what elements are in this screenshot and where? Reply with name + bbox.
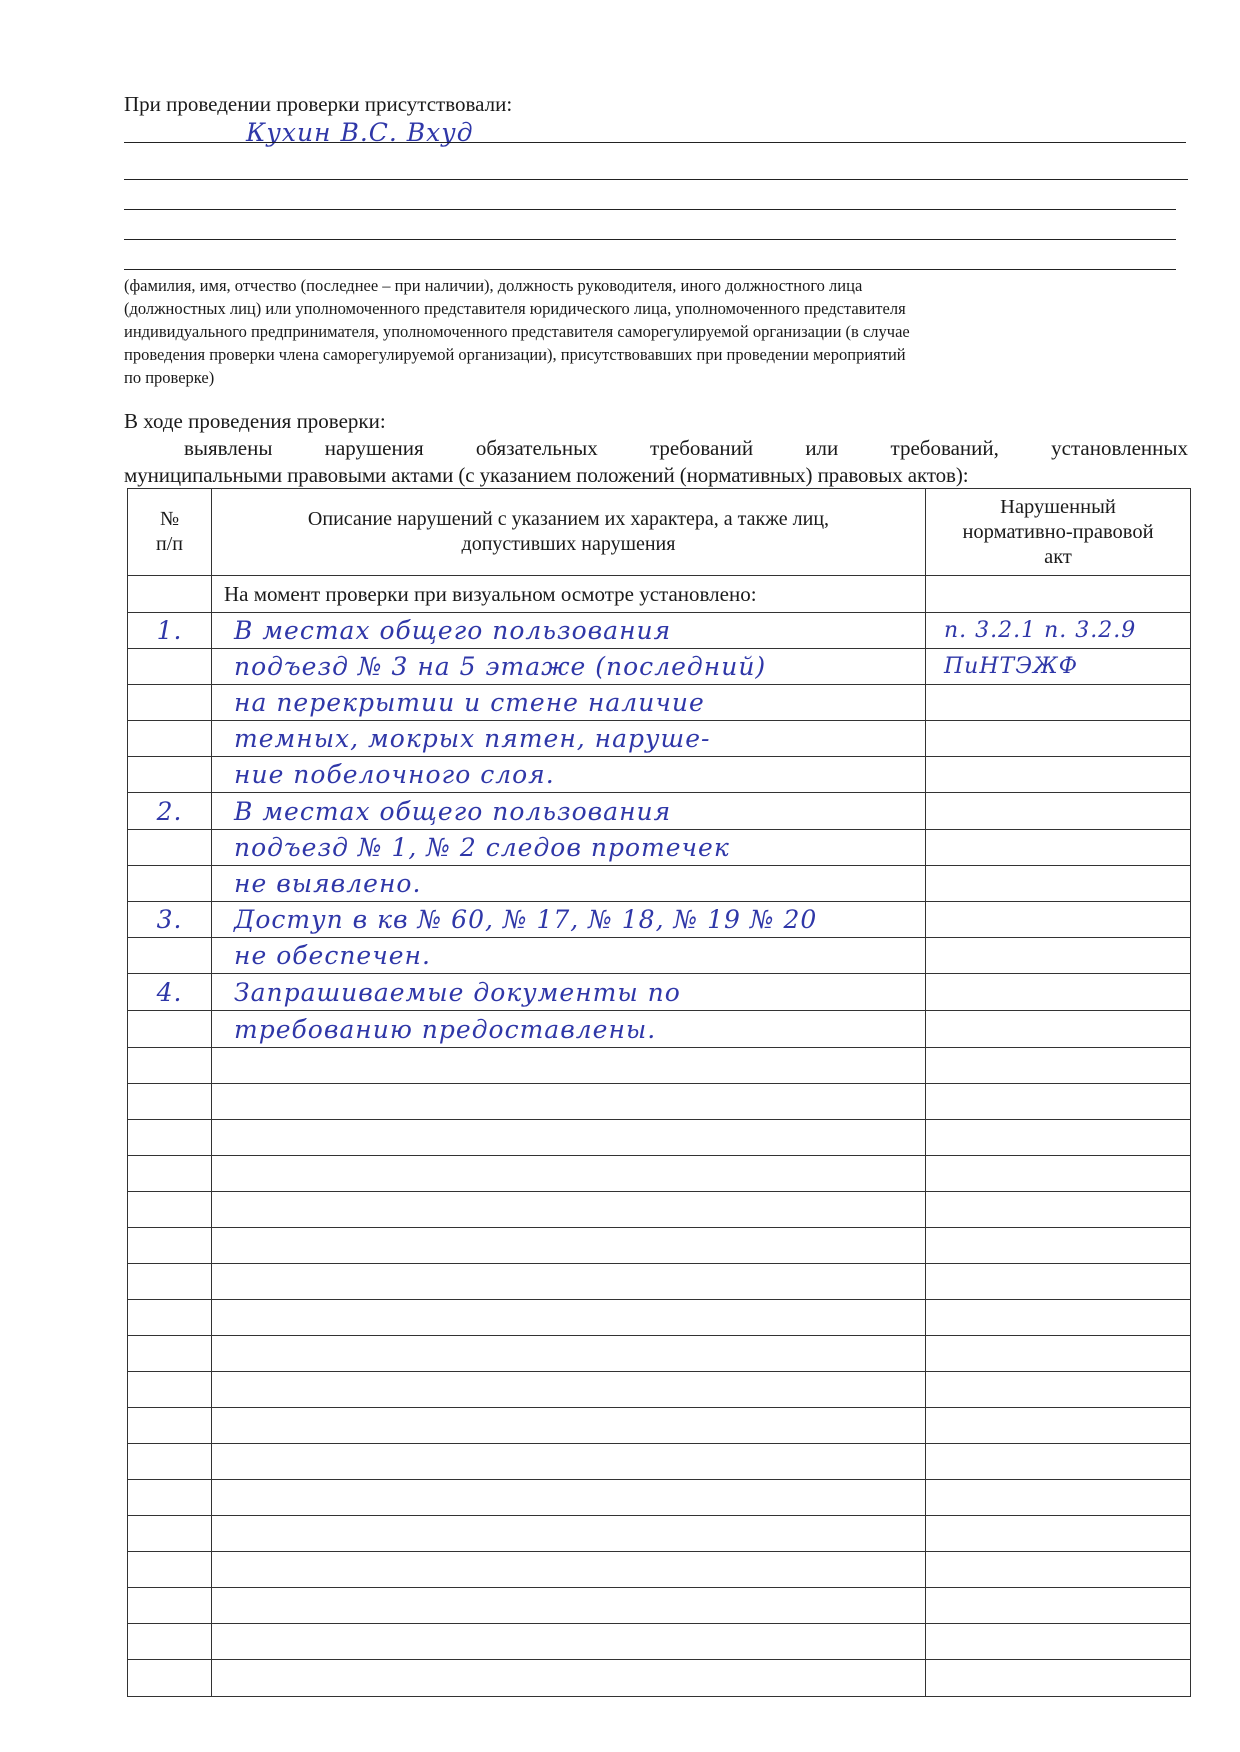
present-caption (124, 274, 1184, 389)
col-act-line: нормативно-правовой (962, 520, 1154, 543)
row-number (128, 1480, 212, 1516)
row-number (128, 1336, 212, 1372)
table-row (128, 830, 1191, 866)
table-row (128, 757, 1191, 793)
row-description: В местах общего пользования (212, 613, 926, 649)
row-number (128, 830, 212, 866)
table-row (128, 1300, 1191, 1336)
row-act (926, 1264, 1191, 1300)
findings-intro: В ходе проведения проверки: (124, 409, 386, 433)
col-description-line: Описание нарушений с указанием их характера, а также лиц, (307, 508, 830, 530)
col-number-line: № (159, 508, 180, 530)
row-description (212, 1228, 926, 1264)
row-description (212, 1480, 926, 1516)
row-number (128, 1192, 212, 1228)
row-act (926, 1084, 1191, 1120)
row-description (212, 1588, 926, 1624)
col-header-number (128, 489, 212, 576)
row-act (926, 938, 1191, 974)
caption-line: проведения проверки члена саморегулируемой организации), присутствовавших при проведении мероприятий (124, 345, 906, 364)
row-number (128, 1516, 212, 1552)
row-act (926, 866, 1191, 902)
row-number (128, 721, 212, 757)
row-description: подъезд № 1, № 2 следов протечек (212, 830, 926, 866)
table-row (128, 649, 1191, 685)
table-row (128, 721, 1191, 757)
row-act (926, 830, 1191, 866)
row-description (212, 1624, 926, 1660)
row-number (128, 1264, 212, 1300)
row-act (926, 974, 1191, 1011)
table-row (128, 1336, 1191, 1372)
row-description (212, 1156, 926, 1192)
row-number (128, 1048, 212, 1084)
row-description: требованию предоставлены. (212, 1011, 926, 1048)
table-row (128, 1156, 1191, 1192)
row-description (212, 1120, 926, 1156)
row-act (926, 1011, 1191, 1048)
caption-line: (должностных лиц) или уполномоченного представителя юридического лица, уполномоченного представителя (124, 299, 906, 318)
row-number: 3. (128, 902, 212, 938)
row-description (212, 1516, 926, 1552)
row-description (212, 1372, 926, 1408)
fill-line (124, 142, 1186, 143)
table-row (128, 974, 1191, 1011)
table-row (128, 613, 1191, 649)
row-description: не обеспечен. (212, 938, 926, 974)
row-act: ПиНТЭЖФ (926, 649, 1191, 685)
table-row (128, 1372, 1191, 1408)
violations-table (127, 488, 1191, 1697)
row-act: п. 3.2.1 п. 3.2.9 (926, 613, 1191, 649)
table-row (128, 1660, 1191, 1697)
row-description (212, 1444, 926, 1480)
fill-line (124, 209, 1176, 210)
violations-line-2: муниципальными правовыми актами (с указанием положений (нормативных) правовых актов): (124, 463, 969, 487)
row-number: 1. (128, 613, 212, 649)
row-number (128, 1011, 212, 1048)
row-description (212, 1552, 926, 1588)
row-number (128, 1624, 212, 1660)
row-number (128, 1228, 212, 1264)
row-act (926, 1624, 1191, 1660)
row-description: подъезд № 3 на 5 этаже (последний) (212, 649, 926, 685)
table-body (128, 613, 1191, 1697)
table-row (128, 1084, 1191, 1120)
row-description: ние побелочного слоя. (212, 757, 926, 793)
row-act (926, 1660, 1191, 1697)
row-number (128, 1408, 212, 1444)
table-row (128, 1048, 1191, 1084)
row-number (128, 938, 212, 974)
row-act (926, 1192, 1191, 1228)
row-number (128, 1660, 212, 1697)
present-handwritten-signature: Кухин В.С. Вхуд (246, 118, 474, 147)
row-number (128, 1156, 212, 1192)
row-number (128, 649, 212, 685)
caption-line: по проверке) (124, 368, 215, 387)
row-act (926, 1300, 1191, 1336)
row-description (212, 1048, 926, 1084)
row-act (926, 1120, 1191, 1156)
row-description (212, 1660, 926, 1697)
table-row (128, 1011, 1191, 1048)
fill-line (124, 179, 1188, 180)
table-subheader: На момент проверки при визуальном осмотре установлено: (212, 576, 926, 613)
row-act (926, 1552, 1191, 1588)
table-row (128, 793, 1191, 830)
table-row (128, 1480, 1191, 1516)
fill-line (124, 269, 1176, 270)
row-act (926, 1588, 1191, 1624)
row-description: В местах общего пользования (212, 793, 926, 830)
table-row (128, 1624, 1191, 1660)
table-row (128, 866, 1191, 902)
row-description (212, 1192, 926, 1228)
row-number (128, 1300, 212, 1336)
row-number (128, 866, 212, 902)
row-description (212, 1084, 926, 1120)
row-act (926, 1444, 1191, 1480)
row-act (926, 757, 1191, 793)
row-act (926, 1228, 1191, 1264)
table-header-row (128, 489, 1191, 576)
table-row (128, 685, 1191, 721)
table-cell (128, 576, 212, 613)
table-cell (926, 576, 1191, 613)
row-number (128, 1372, 212, 1408)
row-act (926, 1480, 1191, 1516)
caption-line: индивидуального предпринимателя, уполномоченного представителя саморегулируемой организации (в случае (124, 322, 910, 341)
row-number: 2. (128, 793, 212, 830)
present-label: При проведении проверки присутствовали: (124, 92, 513, 116)
violations-line-1: выявлены нарушения обязательных требований или требований, установленных (184, 436, 1188, 460)
row-act (926, 902, 1191, 938)
table-row (128, 938, 1191, 974)
row-description: на перекрытии и стене наличие (212, 685, 926, 721)
row-act (926, 1156, 1191, 1192)
row-act (926, 1048, 1191, 1084)
row-act (926, 1336, 1191, 1372)
table-row (128, 1264, 1191, 1300)
row-number: 4. (128, 974, 212, 1011)
table-row (128, 1120, 1191, 1156)
caption-line: (фамилия, имя, отчество (последнее – при наличии), должность руководителя, иного должностного лица (124, 276, 863, 295)
row-description (212, 1300, 926, 1336)
table-row (128, 1552, 1191, 1588)
row-act (926, 793, 1191, 830)
table-row (128, 1516, 1191, 1552)
row-number (128, 1588, 212, 1624)
row-description: не выявлено. (212, 866, 926, 902)
table-row (128, 1588, 1191, 1624)
row-number (128, 1120, 212, 1156)
row-number (128, 685, 212, 721)
table-row (128, 1444, 1191, 1480)
row-act (926, 1372, 1191, 1408)
row-number (128, 1552, 212, 1588)
row-number (128, 1444, 212, 1480)
col-header-act (926, 489, 1191, 576)
row-description: темных, мокрых пятен, наруше- (212, 721, 926, 757)
col-number-line: п/п (156, 533, 183, 555)
row-act (926, 721, 1191, 757)
row-description (212, 1408, 926, 1444)
row-description: Доступ в кв № 60, № 17, № 18, № 19 № 20 (212, 902, 926, 938)
row-description (212, 1336, 926, 1372)
row-description: Запрашиваемые документы по (212, 974, 926, 1011)
row-act (926, 1408, 1191, 1444)
col-act-line: Нарушенный (1000, 495, 1116, 518)
row-act (926, 685, 1191, 721)
row-description (212, 1264, 926, 1300)
table-row (128, 902, 1191, 938)
table-row (128, 1192, 1191, 1228)
row-act (926, 1516, 1191, 1552)
fill-line (124, 239, 1176, 240)
row-number (128, 757, 212, 793)
col-header-description (212, 489, 926, 576)
col-description-line: допустивших нарушения (461, 533, 676, 555)
table-subheader-row (128, 576, 1191, 613)
col-act-line: акт (1044, 545, 1072, 568)
table-row (128, 1408, 1191, 1444)
table-row (128, 1228, 1191, 1264)
row-number (128, 1084, 212, 1120)
